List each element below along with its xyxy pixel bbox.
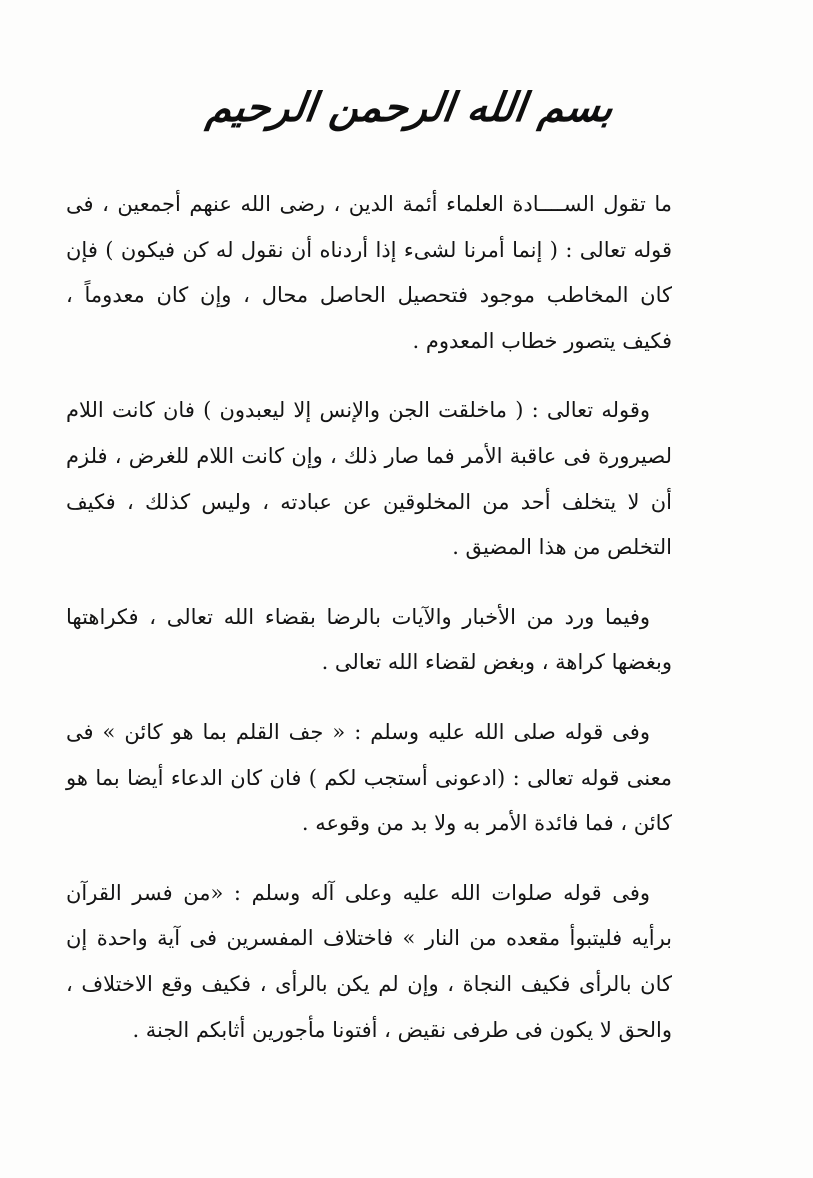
paragraph-5: وفى قوله صلوات الله عليه وعلى آله وسلم : «من فسر القرآن برأيه فليتبوأ مقعده من النار » فاختلاف المفسرين فى آية واحدة إن كان بالرأى فكيف النجاة ، وإن لم يكن بالرأى ، فكيف وقع الاختلاف ، والحق لا يكون فى طرفى نقيض ، أفتونا مأجورين أثابكم الجنة . bbox=[66, 880, 672, 1042]
paragraph-3: وفيما ورد من الأخبار والآيات بالرضا بقضاء الله تعالى ، فكراهتها وبغضها كراهة ، وبغض لقضاء الله تعالى . bbox=[66, 604, 672, 675]
paragraph-2: وقوله تعالى : ( ماخلقت الجن والإنس إلا ليعبدون ) فان كانت اللام لصيرورة فى عاقبة الأمر فما صار ذلك ، وإن كانت اللام للغرض ، فلزم أن لا يتخلف أحد من المخلوقين عن عبادته ، وليس كذلك ، فكيف التخلص من هذا المضيق . bbox=[66, 398, 672, 560]
document-body bbox=[66, 182, 672, 1077]
paragraph-1: ما تقول الســــادة العلماء أئمة الدين ، رضى الله عنهم أجمعين ، فى قوله تعالى : ( إنما أمرنا لشىء إذا أردناه أن نقول له كن فيكون ) فإن كان المخاطب موجود فتحصيل الحاصل محال ، وإن كان معدوماً ، فكيف يتصور خطاب المعدوم . bbox=[66, 192, 672, 353]
basmala-header: بسم الله الرحمن الرحيم bbox=[203, 85, 617, 131]
paragraph-4: وفى قوله صلى الله عليه وسلم : « جف القلم بما هو كائن » فى معنى قوله تعالى : (ادعونى أستجب لكم ) فان كان الدعاء أيضا بما هو كائن ، فما فائدة الأمر به ولا بد من وقوعه . bbox=[66, 719, 672, 836]
